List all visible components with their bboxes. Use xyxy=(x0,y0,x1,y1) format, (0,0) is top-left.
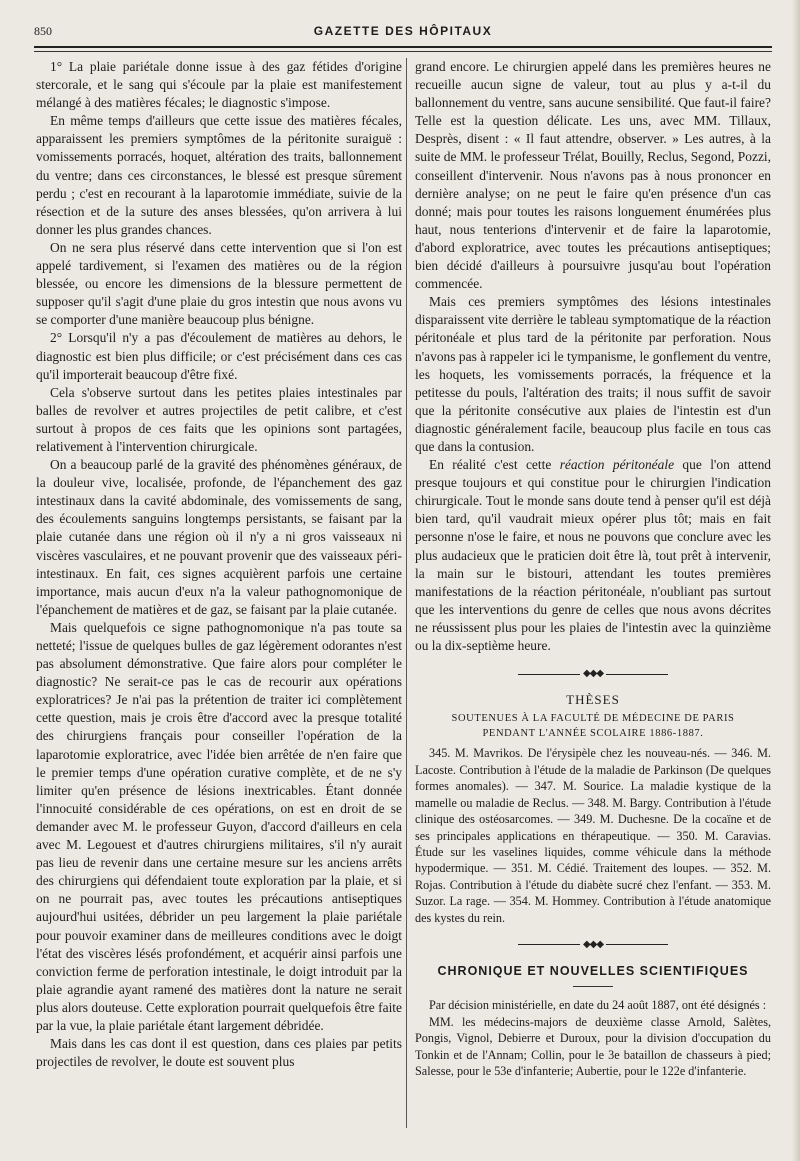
left-column xyxy=(36,58,402,1071)
chronique-body xyxy=(415,997,771,1079)
paragraph: Mais quelquefois ce signe pathognomonique n'a pas toute sa netteté; l'issue de quelques bulles de gaz légèrement odorantes n'est pas absolument démonstrative. Que faire alors pour compléter le diagnostic? Ne serait-ce pas le cas de recourir aux opérations exploratrices? Je n'ai pas la prétention de traiter ici complètement cette question, mais je crois être d'accord avec la presque totalité des chirurgiens français pour conseiller l'opération de la laparotomie exploratrice, avec l'idée bien arrêtée de n'en faire que le premier temps d'une opération curative complète, et de ne s'y limiter qu'en présence de lésions inextricables. Étant donnée l'innocuité considérable de ces opérations, on est en droit de se demander avec M. le professeur Guyon, d'accord d'ailleurs en cela avec M. Legouest et d'autres chirurgiens militaires, s'il n'y aurait pas lieu de revenir dans une certaine mesure sur les anciens arrêts des chirurgiens qui défendaient toute exploration par la plaie, et si on ne pourrait pas, avec toutes les précautions antiseptiques aujourd'hui usitées, débrider un peu largement la plaie pariétale pour pouvoir examiner dans de meilleures conditions avec le doigt l'état des viscères lésés profondément, et acquérir ainsi parfois une conviction ferme de perforation intestinale, le doigt introduit par la plaie agrandie ayant ramené des matières dont la nature ne serait plus alors douteuse. Cette exploration pourrait quelquefois être faite par la vue, la plaie pariétale étant largement débridée. xyxy=(36,619,402,1033)
short-rule xyxy=(573,986,613,987)
journal-title: GAZETTE DES HÔPITAUX xyxy=(313,24,493,38)
paragraph: Mais dans les cas dont il est question, dans ces plaies par petits projectiles de revolver, le doute est souvent plus xyxy=(36,1036,402,1070)
paragraph: On a beaucoup parlé de la gravité des phénomènes généraux, de la douleur vive, localisée, profonde, de l'épanchement des gaz intestinaux dans la cavité abdominale, des vomissements de sang, des écoulements sanguins longtemps persistants, se faisant par la plaie cutanée dans une région où il n'y a ni gros vaisseaux ni viscères vasculaires, et ne pouvant provenir que des vaisseaux péri-intestinaux. En fait, ces signes acquièrent parfois une certaine importance, mais aucun d'eux n'a la valeur pathognomonique de l'épanchement de matières et de gaz, se faisant par la plaie cutanée. xyxy=(36,457,402,617)
page-edge-shadow xyxy=(792,0,800,1161)
theses-subtitle-1: SOUTENUES À LA FACULTÉ DE MÉDECINE DE PARIS xyxy=(451,713,735,725)
chronique-title: CHRONIQUE ET NOUVELLES SCIENTIFIQUES xyxy=(437,964,749,979)
paragraph: grand encore. Le chirurgien appelé dans les premières heures ne recueille aucun signe de valeur, tout au plus y a-t-il du ballonnement du ventre, sans aucune sensibilité. Que faut-il faire? Telle est la question délicate. Les uns, avec MM. Tillaux, Desprès, disent : « Il faut attendre, observer. » Les autres, à la suite de MM. le professeur Trélat, Bouilly, Reclus, Segond, Pozzi, conseillent d'intervenir. Nous n'avons pas à nous prononcer en dernière analyse; on ne peut le faire qu'en présence d'un cas donné; mais pour toutes les raisons longuement énumérées plus haut, nous tenterions d'intervenir et de faire la laparotomie, d'abord exploratrice, avec toutes les précautions antiseptiques; bien décidé d'ailleurs à poursuivre jusqu'au bout l'opération commencée. xyxy=(415,59,771,292)
theses-text: 345. M. Mavrikos. De l'érysipèle chez les nouveau-nés. — 346. M. Lacoste. Contribution à l'étude de la maladie de Parkinson (De quelques formes anomales). — 347. M. Sourice. La maladie kystique de la mamelle ou maladie de Reclus. — 348. M. Bargy. Contribution à l'étude clinique des ostéosarcomes. — 349. M. Duchesne. De la cocaïne et de ses principales applications en thérapeutique. — 350. M. Caravias. Étude sur les vaselines liquides, comme véhicule dans la méthode hypodermique. — 351. M. Cédié. Traitement des loupes. — 352. M. Rojas. Contribution à l'étude du diabète sucré chez l'enfant. — 353. M. Suzor. La rage. — 354. M. Hommey. Contribution à l'étude anatomique des kystes du rein. xyxy=(415,746,771,925)
paragraph: Par décision ministérielle, en date du 24 août 1887, ont été désignés : xyxy=(429,998,767,1013)
paragraph: On ne sera plus réservé dans cette intervention que si l'on est appelé tardivement, si l'examen des matières ou de la région blessée, ou encore les dimensions de la blessure permettent de supposer qu'il s'agit d'une plaie du gros intestin que nous avons vu se comporter d'une manière beaucoup plus bénigne. xyxy=(36,239,402,328)
theses-title: THÈSES xyxy=(566,692,620,708)
theses-list xyxy=(415,745,771,925)
paragraph: Mais ces premiers symptômes des lésions intestinales disparaissent vite derrière le tableau symptomatique de la réaction péritonéale et plus tard de la péritonite par perforation. Nous n'avons pas à rappeler ici le tympanisme, le gonflement du ventre, les hoquets, les vomissements porracés, la fréquence et la petitesse du pouls, l'altération des traits; il nous suffit de savoir que la péritonite consécutive aux plaies de l'intestin est d'un diagnostic généralement facile, beaucoup plus facile en tous cas que dans la contusion. xyxy=(415,294,771,454)
header-rule-thin xyxy=(34,51,772,52)
paragraph: Cela s'observe surtout dans les petites plaies intestinales par balles de revolver et autres projectiles de petit calibre, et c'est surtout à propos de ces faits que les opinions sont partagées, relativement à l'intervention chirurgicale. xyxy=(36,384,402,454)
paragraph: En même temps d'ailleurs que cette issue des matières fécales, apparaissent les premiers symptômes de la péritonite suraiguë : vomissements porracés, hoquet, altération des traits, ballonnement du ventre; dans ces circonstances, le blessé est presque sûrement perdu ; c'est en recourant à la laparotomie immédiate, suivie de la résection et de la suture des anses blessées, qu'on arrivera à lui donner les plus grandes chances. xyxy=(36,113,402,237)
right-column xyxy=(415,58,771,1079)
paragraph: MM. les médecins-majors de deuxième classe Arnold, Salètes, Pongis, Vignol, Debierre et Duroux, pour la division d'occupation du Tonkin et de l'Annam; Collin, pour le 3e bataillon de chasseurs à pied; Salesse, pour le 53e d'infanterie; Aubertie, pour le 122e d'infanterie. xyxy=(415,1014,771,1078)
theses-subtitle-2: PENDANT L'ANNÉE SCOLAIRE 1886-1887. xyxy=(482,728,704,740)
paragraph-text: que l'on attend presque toujours et qui constitue pour le chirurgien l'indication chirurgicale. Tout le monde sans doute tend à penser qu'il est déjà bien tard, qu'il vaudrait mieux opérer plus tôt; mais en fait personne n'ose le faire, et nous ne pouvons que conclure avec les plus audacieux que le praticien doit être là, tout prêt à intervenir, la main sur le bistouri, attendant les toutes premières manifestations de la réaction péritonéale, n'oubliant pas surtout que les interventions du genre de celles que nous avons décrites ne réussissent plus pour les plaies de l'intestin avec la quinzième ou la dix-septième heure. xyxy=(415,457,772,653)
page-header xyxy=(34,24,772,40)
paragraph xyxy=(415,456,771,655)
page-number: 850 xyxy=(34,24,52,38)
header-rule-thick xyxy=(34,46,772,48)
section-ornament: ◆◆◆ xyxy=(415,669,771,679)
paragraph-text: En réalité c'est cette xyxy=(429,457,560,473)
column-separator xyxy=(406,58,407,1128)
paragraph: 1° La plaie pariétale donne issue à des gaz fétides d'origine stercorale, et le sang qui s'écoule par la plaie est manifestement mélangé à des matières fécales; le diagnostic s'impose. xyxy=(36,59,402,111)
section-ornament: ◆◆◆ xyxy=(415,940,771,950)
italic-term: réaction péritonéale xyxy=(559,457,675,473)
paragraph: 2° Lorsqu'il n'y a pas d'écoulement de matières au dehors, le diagnostic est bien plus difficile; or c'est précisément dans ces cas qu'il importerait beaucoup d'être fixé. xyxy=(36,330,402,382)
